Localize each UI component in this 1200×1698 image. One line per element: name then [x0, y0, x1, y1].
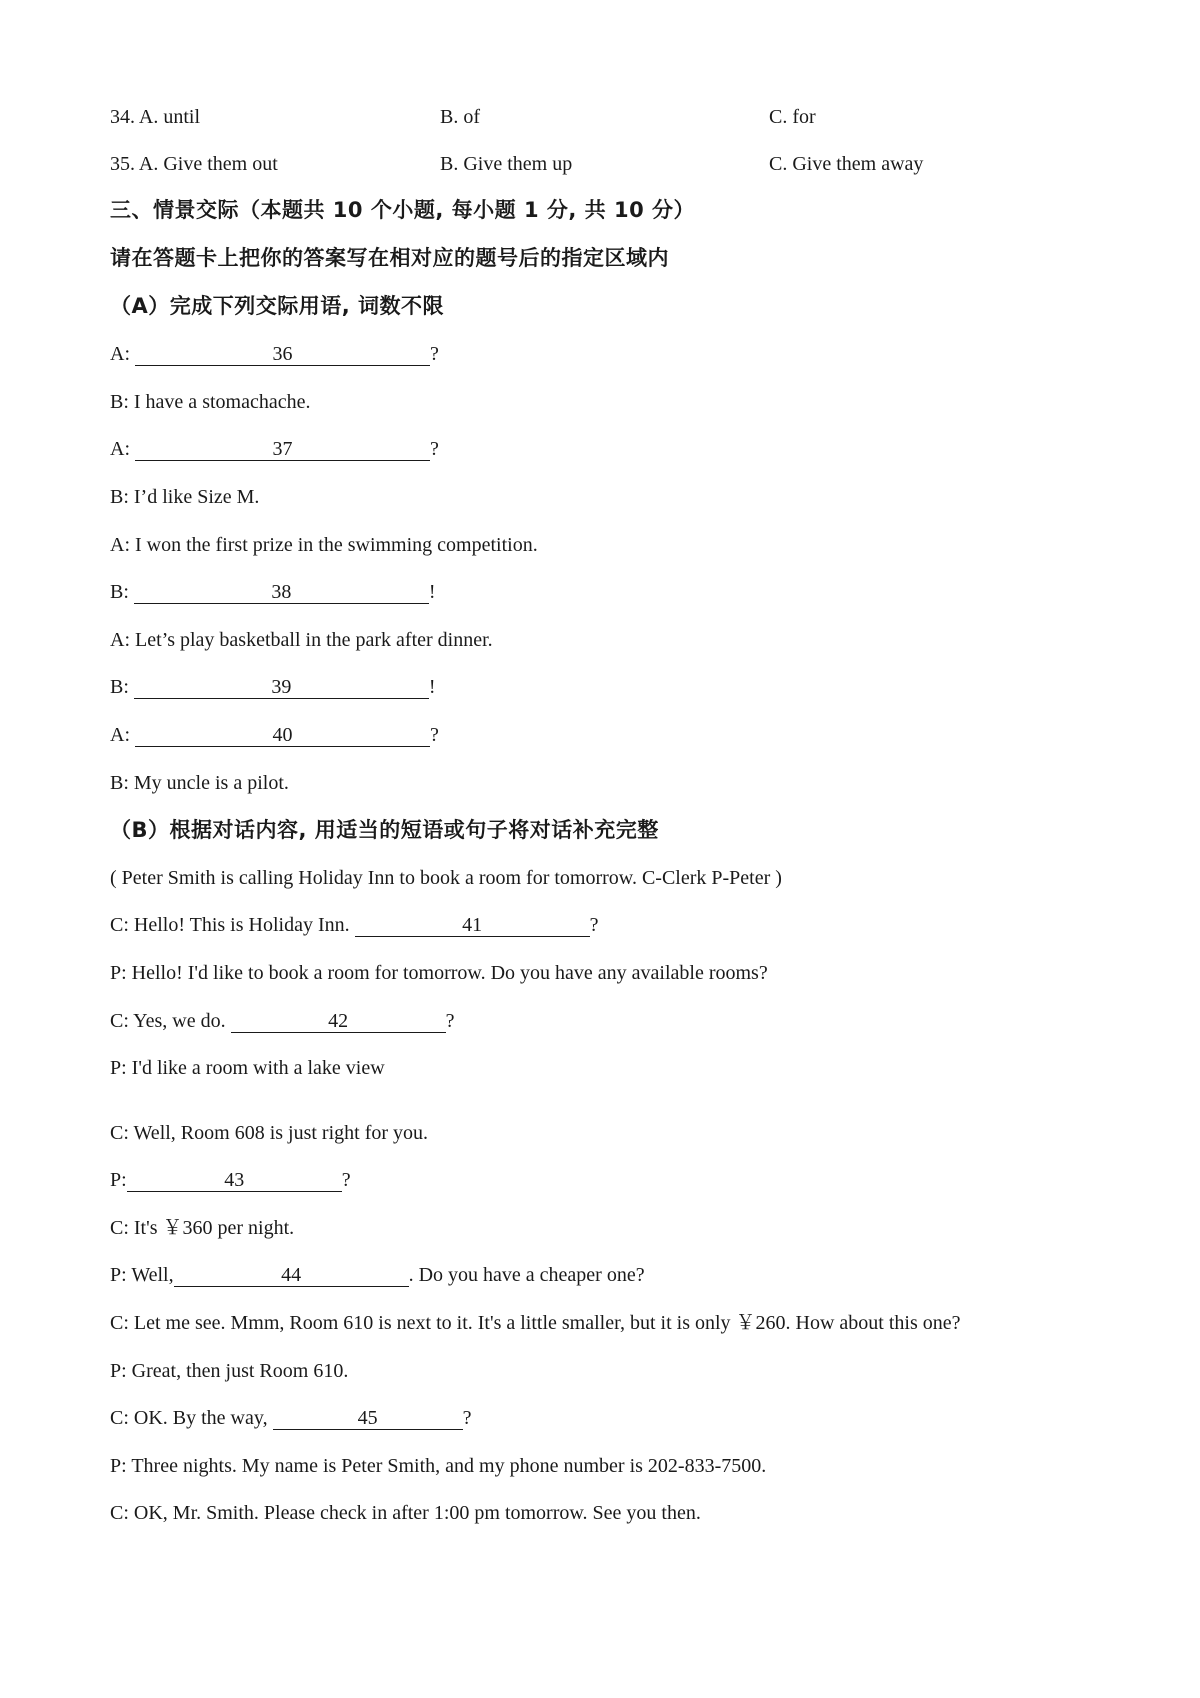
dialogue-line: P: Three nights. My name is Peter Smith, and my phone number is 202-833-7500. — [110, 1455, 767, 1477]
dialogue-line: C: Well, Room 608 is just right for you. — [110, 1122, 429, 1144]
answer-blank-38[interactable]: 38 — [134, 581, 429, 604]
dialogue-line-38: B: 38 ! — [110, 581, 436, 603]
answer-blank-39[interactable]: 39 — [134, 676, 429, 699]
q35-option-a: 35. A. Give them out — [110, 153, 278, 175]
section-title: 三、情景交际（本题共 10 个小题, 每小题 1 分, 共 10 分） — [110, 198, 696, 222]
q34-option-b: B. of — [440, 106, 480, 128]
dialogue-line-40: A: 40 ? — [110, 724, 439, 746]
answer-blank-37[interactable]: 37 — [135, 438, 430, 461]
part-b-title: （B）根据对话内容, 用适当的短语或句子将对话补充完整 — [110, 818, 659, 842]
answer-blank-45[interactable]: 45 — [273, 1407, 463, 1430]
dialogue-line-43: P: 43 ? — [110, 1169, 351, 1191]
dialogue-line-37: A: 37 ? — [110, 438, 439, 460]
dialogue-line: P: Hello! I'd like to book a room for tomorrow. Do you have any available rooms? — [110, 962, 768, 984]
answer-blank-42[interactable]: 42 — [231, 1010, 446, 1033]
dialogue-line-39: B: 39 ! — [110, 676, 436, 698]
q34-option-a: 34. A. until — [110, 106, 201, 128]
dialogue-line: C: OK, Mr. Smith. Please check in after 1:00 pm tomorrow. See you then. — [110, 1502, 701, 1524]
section-instruction: 请在答题卡上把你的答案写在相对应的题号后的指定区域内 — [110, 246, 669, 270]
dialogue-line: C: It's ￥360 per night. — [110, 1217, 295, 1239]
dialogue-line-36: A: 36 ? — [110, 343, 439, 365]
part-a-title: （A）完成下列交际用语, 词数不限 — [110, 294, 445, 318]
dialogue-line-42: C: Yes, we do. 42 ? — [110, 1010, 455, 1032]
dialogue-line-44: P: Well, 44 . Do you have a cheaper one? — [110, 1264, 645, 1286]
dialogue-line: A: Let’s play basketball in the park after dinner. — [110, 629, 493, 651]
dialogue-line: A: I won the first prize in the swimming competition. — [110, 534, 538, 556]
answer-blank-40[interactable]: 40 — [135, 724, 430, 747]
answer-blank-43[interactable]: 43 — [127, 1169, 342, 1192]
q35-option-b: B. Give them up — [440, 153, 573, 175]
part-b-intro: ( Peter Smith is calling Holiday Inn to book a room for tomorrow. C-Clerk P-Peter ) — [110, 867, 782, 889]
q34-option-c: C. for — [769, 106, 816, 128]
dialogue-line: B: I have a stomachache. — [110, 391, 311, 413]
dialogue-line: B: My uncle is a pilot. — [110, 772, 289, 794]
dialogue-line-41: C: Hello! This is Holiday Inn. 41 ? — [110, 914, 599, 936]
answer-blank-41[interactable]: 41 — [355, 914, 590, 937]
answer-blank-44[interactable]: 44 — [174, 1264, 409, 1287]
dialogue-line-45: C: OK. By the way, 45 ? — [110, 1407, 472, 1429]
dialogue-line: P: I'd like a room with a lake view — [110, 1057, 385, 1079]
answer-blank-36[interactable]: 36 — [135, 343, 430, 366]
dialogue-line: B: I’d like Size M. — [110, 486, 260, 508]
q35-option-c: C. Give them away — [769, 153, 924, 175]
dialogue-line: P: Great, then just Room 610. — [110, 1360, 349, 1382]
dialogue-line: C: Let me see. Mmm, Room 610 is next to it. It's a little smaller, but it is only ￥260. How about this one? — [110, 1312, 961, 1334]
